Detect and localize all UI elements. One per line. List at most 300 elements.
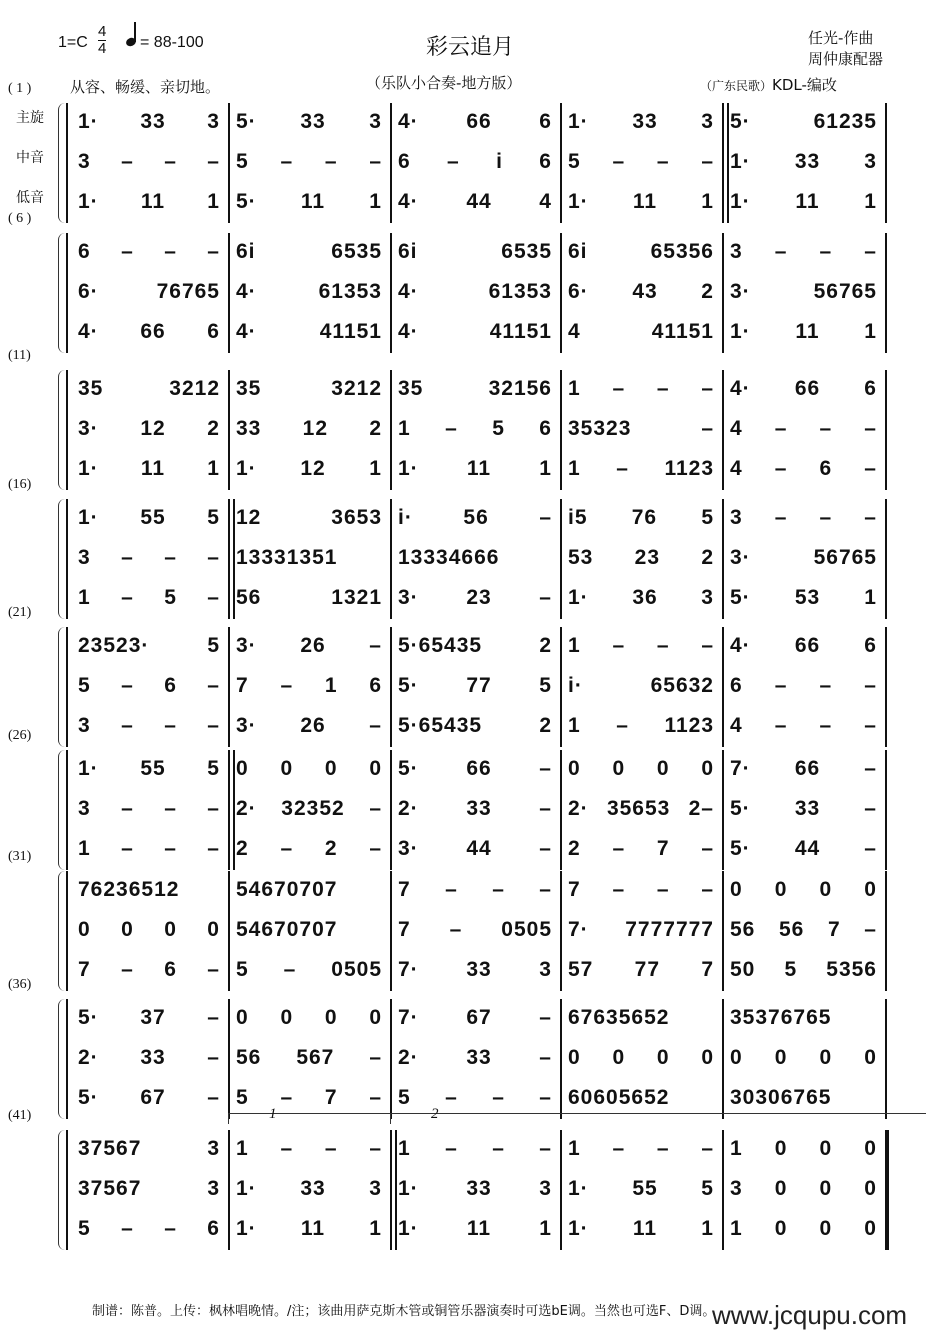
measure [390, 1043, 560, 1073]
measure [560, 107, 722, 137]
system-barline [66, 627, 68, 747]
note-group: 4· [398, 320, 419, 343]
note-group: 6 [369, 674, 382, 697]
note-group: 5· [78, 1006, 99, 1029]
measure [722, 277, 885, 307]
measure [70, 754, 228, 784]
note-group: 3 [369, 110, 382, 133]
note-group: 3 [207, 1177, 220, 1200]
measure [228, 277, 390, 307]
note-group: 6 [730, 674, 743, 697]
system-brace [58, 499, 65, 619]
note-group: 33 [300, 1177, 326, 1200]
measure [228, 1083, 390, 1113]
note-group: 33 [794, 797, 821, 820]
note-group: 0 [656, 757, 670, 780]
note-group: 35323 [568, 417, 632, 440]
note-group: 0 [864, 878, 877, 901]
measure [722, 147, 885, 177]
system-barline [66, 999, 68, 1119]
measure-number: (21) [8, 605, 32, 620]
note-group: 1 [398, 417, 411, 440]
note-group: 1· [568, 1217, 589, 1240]
note-group: – [864, 918, 877, 941]
note-group: 5· [730, 797, 751, 820]
measure [722, 671, 885, 701]
note-group: 7 [568, 878, 581, 901]
note-group: 0 [656, 1046, 670, 1069]
note-group: 56 [236, 586, 262, 609]
measure [70, 277, 228, 307]
system-barline [66, 233, 68, 353]
note-group: – [612, 634, 626, 657]
measure [70, 875, 228, 905]
measure-number: (26) [8, 728, 32, 743]
note-group: – [612, 878, 626, 901]
note-group: 65356 [650, 240, 714, 263]
measure [390, 834, 560, 864]
note-group: 61353 [488, 280, 552, 303]
note-group: – [280, 837, 294, 860]
measure [228, 1043, 390, 1073]
note-group: 56 [236, 1046, 262, 1069]
note-group: 67635652 [568, 1006, 670, 1029]
measure [560, 875, 722, 905]
note-group: 3 [864, 150, 877, 173]
note-group: 35653 [606, 797, 671, 820]
note-group: – [164, 546, 177, 569]
note-group: 60605652 [568, 1086, 670, 1109]
note-group: – [774, 714, 788, 737]
note-group: 0 [612, 757, 626, 780]
measure [722, 1083, 885, 1113]
note-group: – [324, 150, 338, 173]
note-group: 7 [398, 918, 411, 941]
note-group: – [701, 1137, 714, 1160]
note-group: – [280, 150, 294, 173]
note-group: 0 [819, 1046, 833, 1069]
barline [885, 103, 887, 223]
measure [390, 543, 560, 573]
note-group: – [445, 417, 458, 440]
note-group: – [656, 150, 670, 173]
note-group: 0505 [501, 918, 552, 941]
note-group: – [207, 797, 220, 820]
measure-number: (41) [8, 1108, 32, 1123]
measure [70, 711, 228, 741]
note-group: 7 [236, 674, 249, 697]
note-group: – [207, 586, 220, 609]
system-brace [58, 871, 65, 991]
note-group: 56 [730, 918, 756, 941]
measure [722, 1134, 885, 1164]
note-group: – [207, 1006, 220, 1029]
note-group: 66 [140, 320, 166, 343]
measure [228, 583, 390, 613]
measure [390, 1083, 560, 1113]
note-group: 41151 [651, 320, 714, 343]
note-group: 7 [324, 1086, 338, 1109]
note-group: – [616, 457, 629, 480]
measure [228, 187, 390, 217]
measure [560, 543, 722, 573]
note-group: 4· [78, 320, 99, 343]
note-group: 55 [140, 506, 166, 529]
note-group: 44 [466, 837, 492, 860]
note-group: – [121, 150, 134, 173]
measure [390, 711, 560, 741]
measure [228, 147, 390, 177]
note-group: 66 [794, 377, 821, 400]
measure [70, 631, 228, 661]
note-group: 11 [466, 457, 492, 480]
note-group: 4 [730, 457, 743, 480]
note-group: 33 [794, 150, 821, 173]
measure [560, 955, 722, 985]
note-group: – [280, 1137, 294, 1160]
note-group: 32156 [488, 377, 552, 400]
measure [228, 543, 390, 573]
note-group: 4· [730, 377, 751, 400]
measure [722, 317, 885, 347]
note-group: – [774, 457, 788, 480]
note-group: 55 [632, 1177, 658, 1200]
note-group: 54670707 [236, 878, 338, 901]
note-group: 0 [236, 1006, 249, 1029]
tempo-marking: = 88-100 [140, 34, 204, 51]
note-group: – [701, 878, 714, 901]
note-group: – [164, 837, 177, 860]
measure [390, 1174, 560, 1204]
note-group: – [612, 1137, 626, 1160]
measure [228, 631, 390, 661]
note-group: 12 [140, 417, 166, 440]
barline [885, 233, 887, 353]
measure [722, 583, 885, 613]
note-group: 2· [568, 797, 589, 820]
note-group: 6 [164, 674, 177, 697]
note-group: – [774, 240, 788, 263]
note-group: 5 [78, 674, 91, 697]
measure [390, 915, 560, 945]
measure [390, 794, 560, 824]
note-group: 4 [730, 417, 743, 440]
note-group: – [121, 240, 134, 263]
measure [560, 277, 722, 307]
subtitle: （乐队小合奏-地方版） [366, 74, 522, 92]
note-group: – [121, 797, 134, 820]
measure [70, 543, 228, 573]
measure [70, 107, 228, 137]
note-group: 5 [207, 757, 220, 780]
note-group: – [656, 634, 670, 657]
note-group: – [492, 1137, 505, 1160]
note-group: 37567 [78, 1137, 142, 1160]
instrument-label: 低音 [16, 190, 44, 206]
measure [722, 754, 885, 784]
note-group: 1 [864, 586, 877, 609]
note-group: – [864, 797, 877, 820]
measure-number: (31) [8, 849, 32, 864]
note-group: 1 [730, 1137, 743, 1160]
note-group: 5 [784, 958, 798, 981]
note-group: 67 [140, 1086, 166, 1109]
note-group: – [207, 150, 220, 173]
note-group: 11 [795, 190, 820, 213]
note-group: 3 [78, 546, 91, 569]
note-group: 0 [121, 918, 134, 941]
note-group: 0 [774, 1177, 788, 1200]
note-group: – [283, 958, 297, 981]
note-group: – [492, 1086, 505, 1109]
measure [722, 374, 885, 404]
note-group: 11 [140, 190, 166, 213]
system-barline [66, 750, 68, 870]
note-group: 1· [730, 320, 751, 343]
note-group: 6 [539, 417, 552, 440]
note-group: 5 [236, 1086, 249, 1109]
note-group: 35 [78, 377, 104, 400]
measure [560, 237, 722, 267]
note-group: 1123 [664, 714, 714, 737]
note-group: 11 [300, 1217, 326, 1240]
note-group: 3 [730, 506, 743, 529]
note-group: 54670707 [236, 918, 338, 941]
note-group: – [864, 674, 877, 697]
measure [722, 1043, 885, 1073]
measure [722, 1174, 885, 1204]
note-group: 35 [236, 377, 262, 400]
note-group: 1· [78, 506, 99, 529]
measure [390, 631, 560, 661]
note-group: – [121, 958, 134, 981]
note-group: 50 [730, 958, 756, 981]
note-group: 26 [300, 714, 326, 737]
measure [390, 107, 560, 137]
key-signature: 1=C [58, 34, 88, 51]
note-group: 44 [794, 837, 821, 860]
measure [70, 1083, 228, 1113]
measure [390, 955, 560, 985]
instrument-label: 中音 [16, 150, 44, 166]
note-group: 5 [539, 674, 552, 697]
note-group: – [701, 150, 714, 173]
note-group: i· [398, 506, 413, 529]
measure [722, 503, 885, 533]
measure-number: ( 1 ) [8, 81, 32, 96]
measure [722, 955, 885, 985]
measure [722, 834, 885, 864]
note-group: 0 [730, 1046, 743, 1069]
note-group: 6i [236, 240, 256, 263]
system-brace [58, 103, 65, 223]
measure [390, 454, 560, 484]
note-group: 5·65435 [398, 634, 483, 657]
note-group: 0 [164, 918, 177, 941]
note-group: 1 [78, 837, 91, 860]
note-group: 2· [236, 797, 257, 820]
note-group: 56765 [813, 546, 877, 569]
note-group: 7 [701, 958, 714, 981]
note-group: 2· [398, 1046, 419, 1069]
note-group: 5· [78, 1086, 99, 1109]
measure [70, 583, 228, 613]
note-group: 0 [701, 757, 714, 780]
note-group: 1 [207, 457, 220, 480]
note-group: 1 [568, 1137, 581, 1160]
note-group: 0 [612, 1046, 626, 1069]
measure [390, 583, 560, 613]
note-group: – [539, 878, 552, 901]
note-group: 6535 [331, 240, 382, 263]
note-group: 41151 [319, 320, 382, 343]
note-group: 1 [369, 190, 382, 213]
note-group: 67 [466, 1006, 492, 1029]
measure [560, 147, 722, 177]
note-group: – [656, 1137, 670, 1160]
measure [390, 875, 560, 905]
note-group: 11 [632, 1217, 658, 1240]
measure [70, 147, 228, 177]
system-barline [66, 499, 68, 619]
note-group: 33 [466, 1177, 492, 1200]
measure [560, 915, 722, 945]
note-group: – [492, 878, 505, 901]
note-group: 1 [539, 457, 552, 480]
note-group: 0 [819, 1217, 833, 1240]
note-group: 11 [300, 190, 326, 213]
measure [560, 671, 722, 701]
note-group: i· [568, 674, 583, 697]
note-group: 0 [280, 1006, 294, 1029]
note-group: 5 [492, 417, 505, 440]
note-group: 4 [730, 714, 743, 737]
note-group: – [819, 674, 833, 697]
measure [390, 147, 560, 177]
note-group: – [774, 506, 788, 529]
note-group: – [164, 1217, 177, 1240]
note-group: 2· [398, 797, 419, 820]
measure [560, 794, 722, 824]
note-group: 12 [300, 457, 326, 480]
measure [228, 834, 390, 864]
note-group: 1 [864, 320, 877, 343]
note-group: – [864, 837, 877, 860]
note-group: – [539, 1006, 552, 1029]
note-group: 35 [398, 377, 424, 400]
note-group: 0 [864, 1137, 877, 1160]
note-group: 4· [398, 280, 419, 303]
measure [70, 671, 228, 701]
note-group: 2 [324, 837, 338, 860]
note-group: 61235 [813, 110, 877, 133]
arranger: 周仲康配器 [808, 50, 884, 68]
note-group: 5 [207, 634, 220, 657]
note-group: 6 [398, 150, 411, 173]
system-brace [58, 1130, 65, 1250]
note-group: 11 [632, 190, 658, 213]
note-group: 6535 [501, 240, 552, 263]
barline [885, 1130, 889, 1250]
measure [560, 374, 722, 404]
measure [560, 187, 722, 217]
note-group: 33 [140, 110, 166, 133]
note-group: 12 [302, 417, 329, 440]
system-brace [58, 627, 65, 747]
measure [722, 794, 885, 824]
editor: KDL-编改 [772, 76, 837, 94]
note-group: 0 [819, 1177, 833, 1200]
note-group: 6 [539, 110, 552, 133]
measure [228, 1214, 390, 1244]
note-group: – [701, 377, 714, 400]
note-group: 5· [730, 837, 751, 860]
note-group: 76765 [156, 280, 220, 303]
note-group: 1· [78, 757, 99, 780]
note-group: 1 [369, 457, 382, 480]
note-group: – [864, 457, 877, 480]
note-group: – [864, 417, 877, 440]
note-group: 66 [794, 634, 821, 657]
note-group: 0 [774, 1137, 788, 1160]
note-group: 1 [78, 586, 91, 609]
note-group: – [207, 1086, 220, 1109]
note-group: 32352 [281, 797, 345, 820]
note-group: 61353 [318, 280, 382, 303]
note-group: 6 [864, 634, 877, 657]
measure [228, 915, 390, 945]
barline [885, 499, 887, 619]
note-group: 5 [236, 958, 249, 981]
note-group: 33 [466, 797, 492, 820]
note-group: – [207, 837, 220, 860]
note-group: 11 [140, 457, 166, 480]
note-group: 1 [701, 1217, 714, 1240]
measure [390, 754, 560, 784]
measure [390, 1134, 560, 1164]
note-group: – [369, 797, 382, 820]
note-group: 0 [730, 878, 743, 901]
note-group: 0 [236, 757, 249, 780]
note-group: 0 [774, 878, 788, 901]
note-group: – [369, 150, 382, 173]
note-group: – [121, 546, 134, 569]
note-group: 7· [568, 918, 589, 941]
volta-bracket-2: 2 [390, 1113, 926, 1124]
note-group: – [121, 586, 134, 609]
note-group: 1 [568, 634, 581, 657]
note-group: 3 [78, 150, 91, 173]
note-group: 0 [774, 1046, 788, 1069]
measure [390, 503, 560, 533]
note-group: – [539, 797, 552, 820]
note-group: 4· [398, 110, 419, 133]
note-group: 3 [207, 1137, 220, 1160]
note-group: 2 [539, 714, 552, 737]
note-group: 2 [236, 837, 249, 860]
note-group: 5 [236, 150, 249, 173]
meter-top: 4 [98, 23, 107, 40]
note-group: – [539, 1046, 552, 1069]
measure [70, 317, 228, 347]
note-group: 11 [795, 320, 820, 343]
system-barline [66, 1130, 68, 1250]
note-group: 0 [369, 757, 382, 780]
measure [722, 915, 885, 945]
note-group: 43 [632, 280, 658, 303]
note-group: 5· [398, 757, 419, 780]
note-group: – [701, 417, 714, 440]
